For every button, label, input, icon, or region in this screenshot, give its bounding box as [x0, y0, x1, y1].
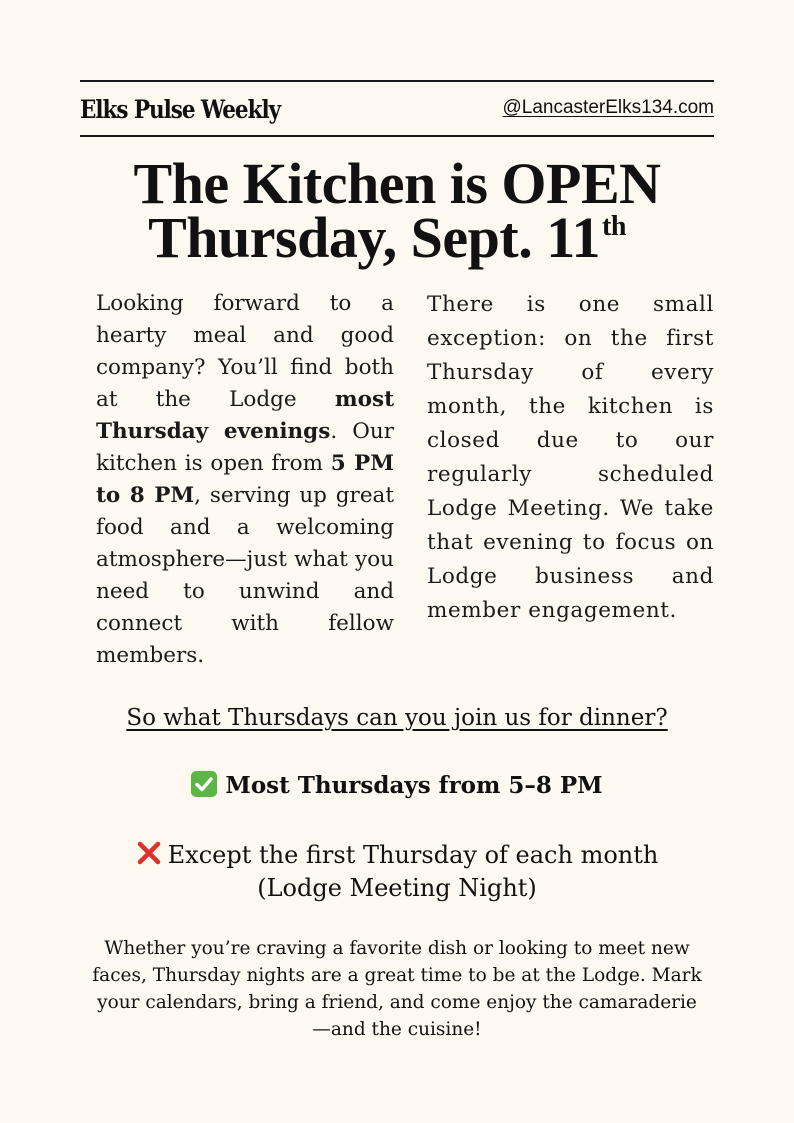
- headline-date: Thursday, Sept. 11: [148, 205, 601, 270]
- left-text-2: . Our kitchen is open from: [96, 419, 394, 476]
- most-thursdays-line: [0, 770, 794, 802]
- headline-line-1: The Kitchen is OPEN: [133, 151, 661, 216]
- lodge-meeting-night-text: (Lodge Meeting Night): [257, 874, 537, 902]
- except-line: [0, 839, 794, 905]
- masthead-title: Elks Pulse Weekly: [80, 95, 281, 124]
- check-mark-button-icon: [191, 771, 217, 797]
- masthead-top-rule: [80, 80, 714, 82]
- website-link[interactable]: @LancasterElks134.com: [502, 97, 714, 118]
- left-text-3: , serving up great food and a welcoming atmosphere—just what you need to unwind and connect with fellow members.: [96, 483, 394, 668]
- right-article-column: There is one small exception: on the first Thursday of every month, the kitchen is closed due to our regularly scheduled Lodge Meeting. We take that evening to focus on Lodge business and member engagement.: [427, 292, 714, 623]
- closing-paragraph: Whether you’re craving a favorite dish or looking to meet new faces, Thursday nights are a great time to be at the Lodge. Mark your calendars, bring a friend, and come enjoy the camaraderie—and the cuisine!: [92, 938, 702, 1040]
- left-bold-1: most Thursday evenings: [96, 387, 394, 444]
- headline-line-2: [0, 205, 784, 277]
- left-bold-2: 5 PM to 8 PM: [96, 451, 394, 508]
- cross-mark-icon: [136, 840, 162, 866]
- except-text: Except the first Thursday of each month: [167, 841, 659, 869]
- most-thursdays-text: Most Thursdays from 5–8 PM: [225, 772, 603, 799]
- dinner-question: So what Thursdays can you join us for dinner?: [126, 705, 668, 731]
- headline-date-suffix: th: [602, 211, 626, 242]
- masthead-bottom-rule: [80, 135, 714, 137]
- left-text-1: Looking forward to a hearty meal and good company? You’ll find both at the Lodge: [96, 291, 394, 412]
- left-article-column: [96, 288, 394, 672]
